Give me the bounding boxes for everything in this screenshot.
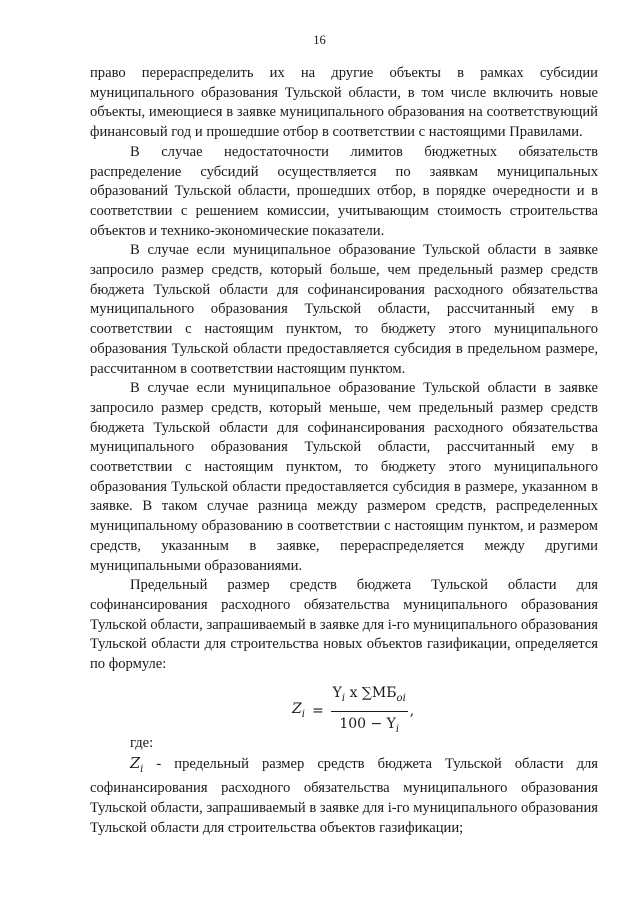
paragraph-requested-less: В случае если муниципальное образование Тульской области в заявке запросило размер средств, который меньше, чем предельный размер средств бюджета Тульской области для софинансирования расходного обязательства муниципального образования Тульской области, рассчитанный ему в соответствии с настоящим пунктом, то бюджету этого муниципального образования Тульской области предоставляется субсидия в размере, указанном в заявке. В таком случае разница между размером средств, распределенных муниципальному образованию в соответствии с настоящим пунктом, и размером средств, указанным в заявке, перераспределяется между другими муниципальными образованиями. xyxy=(90,380,598,574)
formula-lhs: $Z_i$ xyxy=(292,700,305,720)
definition-symbol: $Z_i$ xyxy=(130,754,144,775)
formula-equals: = xyxy=(311,702,324,719)
page-number: 16 xyxy=(313,33,326,47)
formula-fraction xyxy=(331,684,408,740)
formula-numerator: $Y_i$ x $\sum МБ_{oi}$ xyxy=(331,684,408,713)
paragraph-continuation: право перераспределить их на другие объекты в рамках субсидии муниципального образования Тульской области, в том числе включить новые объекты, имеющиеся в заявке муниципального образования на соответствующий финансовый год и прошедшие отбор в соответствии с настоящими Правилами. xyxy=(90,65,598,141)
definition-zi: $Z_i$ - предельный размер средств бюджета Тульской области для софинансирования расходного обязательства муниципального образования Тульской области, запрашиваемый в заявке для i-го муниципального образования Тульской области для строительства объектов газификации; xyxy=(90,754,598,836)
document-body xyxy=(90,64,598,838)
formula-block xyxy=(90,682,598,734)
formula-trailing-comma: , xyxy=(409,702,415,719)
formula xyxy=(292,684,414,740)
where-label: где: xyxy=(130,734,154,751)
paragraph-requested-more: В случае если муниципальное образование Тульской области в заявке запросило размер средств, который больше, чем предельный размер средств бюджета Тульской области для софинансирования расходного обязательства муниципального образования Тульской области, рассчитанный ему в соответствии с настоящим пунктом, то бюджету этого муниципального образования Тульской области предоставляется субсидия в предельном размере, рассчитанном в соответствии настоящим пунктом. xyxy=(90,242,598,377)
paragraph-formula-intro: Предельный размер средств бюджета Тульской области для софинансирования расходного обязательства муниципального образования Тульской области, запрашиваемый в заявке для i-го муниципального образования Тульской области для строительства новых объектов газификации, определяется по формуле: xyxy=(90,577,598,673)
formula-denominator: $100 - Y_i$ xyxy=(339,716,400,736)
paragraph-insufficient-limits: В случае недостаточности лимитов бюджетных обязательств распределение субсидий осуществляется по заявкам муниципальных образований Тульской области, прошедших отбор, в порядке очередности и в соответствии с решением комиссии, учитывающим стоимость строительства объектов и технико-экономические показатели. xyxy=(90,143,598,239)
